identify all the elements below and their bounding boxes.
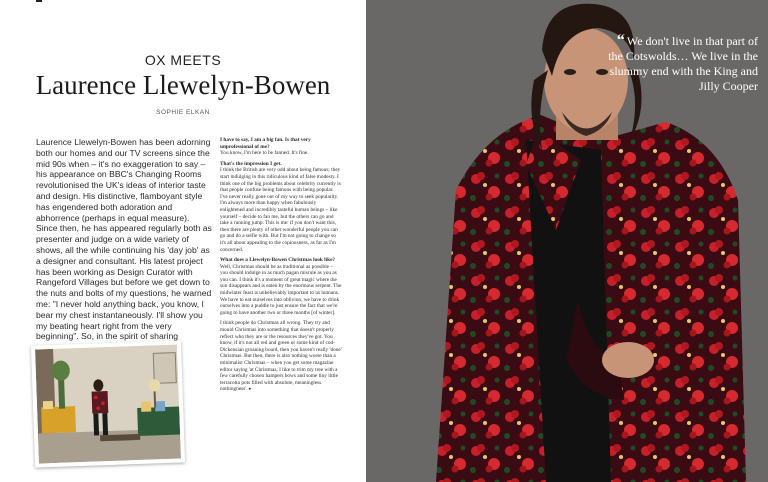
article-headline: Laurence Llewelyn-Bowen bbox=[35, 70, 331, 100]
answer-2: I think the British are very odd about being famous; they start indulging in this ridiculous kind of false modesty. I think one of the big problems about celebrity currently is that people confuse being famous with being popular. I've never really gone out of my way to seek popularity. I'm always more than happy when fabulously enlightened and incredibly tasteful human beings – like yourself – decide to fan me, but the others can go and take a running jump. This is me: if you don't want this, then there are plenty of other wonderful people you can go and do a selfie with. But I'm not going to change so it's all about appealing to the copiousness, as far as I'm concerned. bbox=[220, 167, 341, 253]
qa-block-3 bbox=[220, 257, 342, 316]
interview-column bbox=[220, 137, 342, 398]
answer-4: I think people do Christmas all wrong. They try and mould Christmas into something that doesn't properly reflect who they are or the resources they've got. You know, if it's not all red and green or some kind of cod-Dickensian groaning board, then you haven't really 'done' Christmas. But then, there is also nothing worse than a minimalist Christmas – when you get some magazine editor saying 'at Christmas, I like to trim my tree with a few carefully chosen hampers bows and some tiny little terracotta pots filled with absolute, meaningless nothingness'. bbox=[220, 320, 342, 393]
living-room-photo bbox=[31, 340, 185, 467]
answer-4-block bbox=[220, 320, 342, 394]
question-3: What does a Llewelyn-Bowen Christmas look like? bbox=[220, 257, 336, 264]
intro-paragraph: Laurence Llewelyn-Bowen has been adorning both our homes and our TV screens since the mid 90s when – it's no exaggeration to say – his appearance on BBC's Changing Rooms revolutionised the UK's ideas of interior taste and design. His distinctive, flamboyant style has engendered both adoration and abhorrence (perhaps in equal measure). Since then, he has appeared regularly both as presenter and judge on a wide variety of shows, all the while continuing his 'day job' as a designer and consultant. His latest project has been working as Design Curator with Rangeford Villages but before we get down to the nuts and bolts of my questions, he warned me: "I never hold anything back, you know, I bear my chest instantaneously. I'll show you my beating heart right from the very beginning". So, in the spirit of sharing bbox=[36, 137, 212, 342]
question-2: That's the impression I get. bbox=[220, 160, 282, 167]
continue-arrow-icon: ▸ bbox=[248, 387, 252, 393]
kicker: OX MEETS bbox=[144, 52, 222, 68]
right-page bbox=[366, 0, 768, 482]
pull-quote-text: We don't live in that part of the Cotswolds… We live in the slummy end with the King and Jilly Cooper bbox=[608, 34, 758, 93]
question-1: I have to say, I am a big fan. Is that very unprofessional of me? bbox=[220, 137, 311, 150]
left-page bbox=[0, 0, 366, 482]
answer-1: You know, I'm here to be fanned. It's fine. bbox=[220, 150, 309, 157]
qa-block-1 bbox=[220, 137, 342, 157]
pull-quote bbox=[608, 33, 758, 94]
quote-mark-icon: “ bbox=[616, 32, 625, 49]
living-room-photo-image bbox=[35, 345, 181, 464]
page-corner-mark bbox=[36, 0, 42, 2]
answer-3: Well, Christmas should be as traditional as possible – you should indulge in as much pagan misrule as you as you can. I think it's a moment of great magic where the sun disappears and is eaten by the enormous serpent. The midwinter feast is unbelievably important to us humans. We have to eat ourselves into oblivion, we have to drink ourselves into a puddle to just ensure the fact that we're going to have another two or three months [of winter]. bbox=[220, 263, 342, 316]
qa-block-2 bbox=[220, 161, 342, 253]
byline: SOPHIE ELKAN bbox=[156, 109, 210, 116]
